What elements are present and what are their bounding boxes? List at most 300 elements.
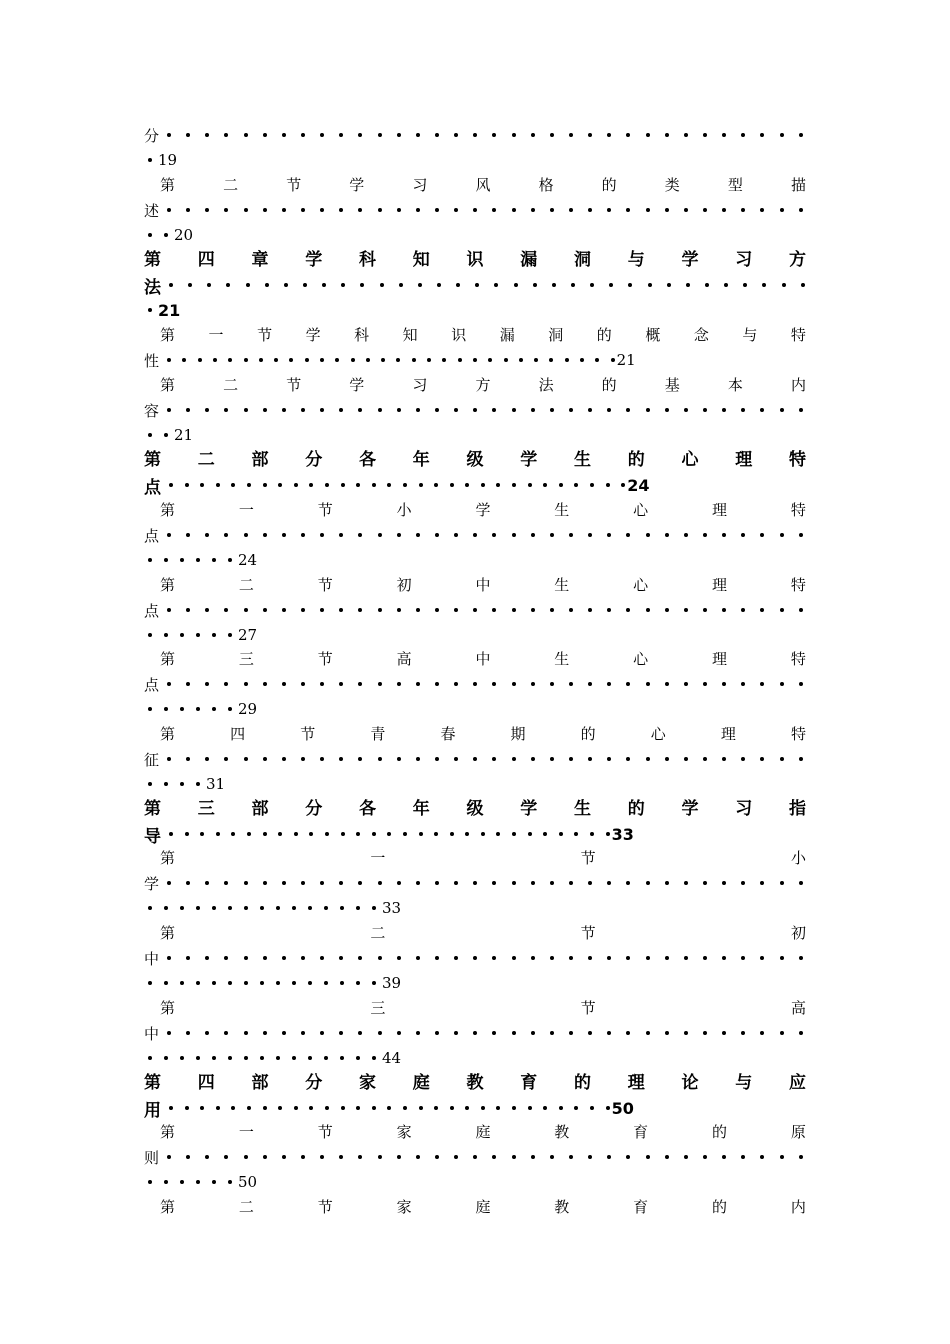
heading-char: 部: [251, 1073, 269, 1093]
leader-dot: [320, 1155, 324, 1159]
heading-char: 四: [230, 725, 246, 743]
leader-dot: [274, 358, 278, 362]
heading-char: 概: [645, 326, 661, 344]
heading-char: 知: [412, 250, 430, 270]
leader-dot: [559, 483, 563, 487]
heading-char: 高: [396, 650, 412, 668]
leader-dot: [481, 483, 485, 487]
heading-char: 内: [790, 1198, 806, 1216]
leader-dot: [419, 1106, 423, 1110]
leader-dot: [416, 881, 420, 885]
leader-dot: [590, 283, 594, 287]
heading-char: 家: [396, 1198, 412, 1216]
leader-dot: [488, 358, 492, 362]
leader-dot: [186, 881, 190, 885]
leader-dot: [212, 981, 216, 985]
leader-dot: [565, 358, 569, 362]
heading-char: 理: [712, 576, 728, 594]
leader-dot: [550, 208, 554, 212]
entry-tail-char: 中: [144, 1024, 160, 1043]
leader-dot: [416, 1031, 420, 1035]
leader-dot: [340, 1056, 344, 1060]
leader-dot: [282, 1155, 286, 1159]
leader-dot: [492, 608, 496, 612]
leader-dot: [339, 881, 343, 885]
leader-dot: [492, 533, 496, 537]
leader-dot: [356, 981, 360, 985]
leader-dot: [358, 682, 362, 686]
entry-tail-char: 导: [144, 826, 161, 847]
section-heading: [160, 174, 806, 196]
heading-char: 一: [208, 326, 224, 344]
leader-dot: [167, 533, 171, 537]
leader-dot: [550, 1155, 554, 1159]
heading-char: 年: [412, 450, 430, 470]
leader-dot: [569, 956, 573, 960]
leader-dot: [372, 483, 376, 487]
leader-dot: [260, 981, 264, 985]
leader-dot: [169, 832, 173, 836]
leader-dot: [450, 832, 454, 836]
heading-char: 二: [238, 1198, 254, 1216]
leader-dot: [780, 1031, 784, 1035]
leader-dot: [167, 757, 171, 761]
leader-dot: [309, 1106, 313, 1110]
heading-char: 特: [790, 576, 806, 594]
leader-dot: [148, 1180, 152, 1184]
leader-dot: [205, 408, 209, 412]
leader-dot: [550, 682, 554, 686]
heading-char: 期: [510, 725, 526, 743]
leader-dot: [244, 1155, 248, 1159]
leader-dot: [228, 707, 232, 711]
leader-dot: [278, 1106, 282, 1110]
leader-dot: [301, 408, 305, 412]
leader-dot: [569, 757, 573, 761]
heading-char: 指: [789, 799, 806, 819]
heading-char: 节: [286, 376, 302, 394]
leader-dot: [569, 1031, 573, 1035]
leader-dot: [492, 133, 496, 137]
leader-dot: [588, 757, 592, 761]
leader-dot: [340, 981, 344, 985]
heading-char: 的: [601, 376, 617, 394]
leader-continuation: [144, 424, 193, 446]
entry-tail-char: 中: [144, 949, 160, 968]
leader-dot: [626, 533, 630, 537]
leader-dot: [212, 1056, 216, 1060]
chapter-heading: [144, 1072, 806, 1094]
heading-char: 二: [370, 924, 386, 942]
leader-dot: [741, 1031, 745, 1035]
heading-char: 应: [789, 1073, 806, 1093]
leader-dot: [247, 1106, 251, 1110]
heading-char: 第: [144, 799, 161, 819]
leader-dot: [167, 1155, 171, 1159]
leader-dot: [741, 1155, 745, 1159]
leader-dot: [396, 358, 400, 362]
leader-dot: [180, 1056, 184, 1060]
leader-dot: [416, 133, 420, 137]
leader-line: [144, 274, 805, 296]
heading-char: 第: [160, 326, 176, 344]
heading-char: 第: [160, 924, 176, 942]
leader-dot: [378, 881, 382, 885]
leader-dot: [588, 133, 592, 137]
leader-dot: [148, 308, 152, 312]
leader-dot: [207, 283, 211, 287]
heading-char: 第: [160, 576, 176, 594]
leader-dot: [292, 906, 296, 910]
chapter-heading: [144, 249, 806, 271]
leader-dot: [339, 608, 343, 612]
leader-dot: [626, 408, 630, 412]
leader-dot: [276, 906, 280, 910]
leader-dot: [301, 608, 305, 612]
leader-dot: [741, 133, 745, 137]
leader-dot: [282, 1031, 286, 1035]
leader-dot: [358, 133, 362, 137]
leader-dot: [228, 1056, 232, 1060]
leader-dot: [435, 208, 439, 212]
page-number: 50: [238, 1173, 258, 1191]
leader-dot: [569, 608, 573, 612]
page-number: 24: [627, 475, 650, 495]
leader-dot: [309, 832, 313, 836]
leader-dot: [588, 682, 592, 686]
leader-dot: [743, 283, 747, 287]
heading-char: 节: [317, 1123, 333, 1141]
leader-dot: [475, 283, 479, 287]
leader-continuation: [144, 224, 193, 246]
leader-dot: [263, 832, 267, 836]
leader-dot: [724, 283, 728, 287]
leader-dot: [416, 408, 420, 412]
leader-dot: [722, 1155, 726, 1159]
leader-dot: [148, 707, 152, 711]
page-number: 39: [382, 974, 402, 992]
leader-dot: [244, 533, 248, 537]
leader-dot: [684, 682, 688, 686]
leader-dot: [456, 283, 460, 287]
leader-dot: [550, 408, 554, 412]
section-heading: [160, 574, 806, 596]
leader-dot: [780, 1155, 784, 1159]
leader-dot: [244, 358, 248, 362]
heading-char: 格: [538, 176, 554, 194]
leader-dot: [760, 1031, 764, 1035]
leader-dot: [246, 283, 250, 287]
leader-dot: [496, 483, 500, 487]
heading-char: 学: [520, 450, 538, 470]
heading-char: 节: [300, 725, 316, 743]
heading-char: 二: [223, 176, 239, 194]
leader-dot: [247, 483, 251, 487]
leader-dot: [397, 533, 401, 537]
leader-dot: [212, 707, 216, 711]
page-number: 44: [382, 1049, 402, 1067]
leader-dot: [164, 906, 168, 910]
leader-dot: [186, 757, 190, 761]
leader-dot: [531, 408, 535, 412]
leader-dot: [607, 881, 611, 885]
leader-dot: [435, 608, 439, 612]
heading-char: 特: [790, 501, 806, 519]
leader-dot: [358, 1155, 362, 1159]
leader-dot: [403, 1106, 407, 1110]
heading-char: 第: [160, 849, 176, 867]
heading-char: 家: [359, 1073, 376, 1093]
leader-dot: [180, 906, 184, 910]
leader-dot: [494, 283, 498, 287]
leader-dot: [259, 358, 263, 362]
leader-dot: [465, 1106, 469, 1110]
leader-dot: [473, 408, 477, 412]
heading-char: 内: [790, 376, 806, 394]
leader-dot: [684, 956, 688, 960]
heading-char: 春: [440, 725, 456, 743]
leader-dot: [543, 832, 547, 836]
leader-dot: [780, 208, 784, 212]
leader-dot: [294, 483, 298, 487]
heading-char: 三: [370, 999, 386, 1017]
leader-dot: [340, 906, 344, 910]
heading-char: 本: [727, 376, 743, 394]
leader-dot: [244, 757, 248, 761]
leader-dot: [148, 782, 152, 786]
heading-char: 生: [554, 576, 570, 594]
heading-char: 一: [238, 501, 254, 519]
leader-dot: [416, 208, 420, 212]
leader-dot: [360, 283, 364, 287]
leader-dot: [164, 1180, 168, 1184]
leader-dot: [320, 608, 324, 612]
leader-dot: [186, 608, 190, 612]
leader-dot: [741, 208, 745, 212]
heading-char: 节: [286, 176, 302, 194]
leader-dot: [341, 1106, 345, 1110]
leader-dot: [244, 906, 248, 910]
heading-char: 学: [305, 326, 321, 344]
leader-dot: [263, 208, 267, 212]
heading-char: 学: [349, 376, 365, 394]
leader-dot: [606, 832, 610, 836]
leader-dot: [339, 757, 343, 761]
heading-char: 第: [144, 1073, 161, 1093]
heading-char: 理: [712, 501, 728, 519]
section-heading: [160, 324, 806, 346]
leader-dot: [320, 208, 324, 212]
leader-dot: [358, 881, 362, 885]
leader-dot: [228, 633, 232, 637]
leader-dot: [169, 1106, 173, 1110]
leader-dot: [378, 208, 382, 212]
page-number: 31: [206, 775, 226, 793]
heading-char: 心: [633, 650, 649, 668]
leader-dot: [780, 682, 784, 686]
page-number: 21: [158, 300, 181, 320]
leader-dot: [684, 1031, 688, 1035]
leader-dot: [397, 1031, 401, 1035]
heading-char: 洞: [574, 250, 591, 270]
leader-dot: [224, 533, 228, 537]
heading-char: 学: [305, 250, 323, 270]
leader-dot: [228, 1180, 232, 1184]
leader-dot: [292, 1056, 296, 1060]
leader-dot: [496, 832, 500, 836]
leader-dot: [260, 906, 264, 910]
leader-dot: [741, 881, 745, 885]
leader-dot: [148, 633, 152, 637]
leader-dot: [434, 1106, 438, 1110]
entry-tail-char: 点: [144, 526, 160, 545]
leader-dot: [722, 757, 726, 761]
leader-dot: [646, 1155, 650, 1159]
leader-dot: [684, 1155, 688, 1159]
leader-dot: [164, 707, 168, 711]
leader-dot: [263, 1155, 267, 1159]
leader-dot: [205, 1155, 209, 1159]
heading-char: 学: [349, 176, 365, 194]
heading-char: 学: [475, 501, 491, 519]
leader-dot: [301, 881, 305, 885]
leader-dot: [164, 1056, 168, 1060]
leader-dot: [473, 956, 477, 960]
leader-dot: [358, 408, 362, 412]
leader-dot: [435, 682, 439, 686]
leader-dot: [473, 881, 477, 885]
leader-dot: [569, 208, 573, 212]
leader-dot: [780, 408, 784, 412]
leader-line: [144, 399, 803, 421]
leader-dot: [722, 208, 726, 212]
leader-dot: [351, 358, 355, 362]
leader-dot: [180, 558, 184, 562]
heading-char: 与: [742, 326, 758, 344]
leader-dot: [454, 956, 458, 960]
leader-dot: [260, 1056, 264, 1060]
leader-dot: [356, 832, 360, 836]
leader-dot: [263, 483, 267, 487]
heading-char: 小: [396, 501, 412, 519]
entry-tail-char: 则: [144, 1148, 160, 1167]
leader-dot: [339, 208, 343, 212]
leader-dot: [278, 483, 282, 487]
leader-dot: [512, 956, 516, 960]
section-heading: [160, 922, 806, 944]
leader-dot: [164, 433, 168, 437]
leader-dot: [512, 608, 516, 612]
leader-dot: [528, 1106, 532, 1110]
leader-dot: [435, 408, 439, 412]
leader-dot: [397, 757, 401, 761]
leader-dot: [665, 608, 669, 612]
heading-char: 第: [160, 1198, 176, 1216]
heading-char: 与: [735, 1073, 753, 1093]
leader-dot: [588, 881, 592, 885]
page-number: 50: [611, 1098, 634, 1118]
leader-dot: [646, 208, 650, 212]
leader-dot: [167, 208, 171, 212]
leader-continuation: [144, 773, 225, 795]
leader-dot: [607, 608, 611, 612]
leader-dot: [228, 981, 232, 985]
leader-dot: [339, 533, 343, 537]
leader-dot: [213, 358, 217, 362]
leader-dot: [780, 757, 784, 761]
leader-continuation: [144, 698, 257, 720]
leader-dot: [646, 757, 650, 761]
leader-dot: [301, 682, 305, 686]
heading-char: 基: [664, 376, 680, 394]
leader-dot: [531, 133, 535, 137]
leader-dot: [378, 956, 382, 960]
leader-dot: [626, 881, 630, 885]
leader-dot: [320, 757, 324, 761]
heading-char: 各: [359, 450, 376, 470]
page-number: 29: [238, 700, 258, 718]
heading-char: 庭: [475, 1123, 491, 1141]
leader-dot: [372, 832, 376, 836]
heading-char: 庭: [412, 1073, 430, 1093]
heading-char: 章: [251, 250, 269, 270]
heading-char: 一: [238, 1123, 254, 1141]
leader-dot: [492, 1031, 496, 1035]
leader-dot: [196, 981, 200, 985]
heading-char: 育: [633, 1123, 649, 1141]
leader-dot: [626, 1155, 630, 1159]
leader-dot: [626, 757, 630, 761]
leader-dot: [301, 956, 305, 960]
leader-dot: [512, 757, 516, 761]
leader-dot: [799, 133, 803, 137]
leader-dot: [356, 906, 360, 910]
leader-dot: [648, 283, 652, 287]
leader-dot: [703, 956, 707, 960]
leader-dot: [397, 133, 401, 137]
leader-dot: [339, 1031, 343, 1035]
leader-line: [144, 524, 803, 546]
leader-dot: [607, 757, 611, 761]
heading-char: 法: [538, 376, 554, 394]
leader-dot: [454, 757, 458, 761]
leader-dot: [167, 408, 171, 412]
leader-dot: [397, 881, 401, 885]
leader-dot: [760, 133, 764, 137]
leader-dot: [626, 208, 630, 212]
heading-char: 方: [475, 376, 491, 394]
leader-dot: [799, 408, 803, 412]
leader-dot: [167, 881, 171, 885]
leader-dot: [387, 1106, 391, 1110]
leader-dot: [205, 682, 209, 686]
entry-tail-char: 点: [144, 675, 160, 694]
leader-dot: [722, 133, 726, 137]
leader-dot: [301, 533, 305, 537]
heading-char: 特: [789, 450, 806, 470]
leader-dot: [292, 981, 296, 985]
leader-dot: [224, 881, 228, 885]
leader-dot: [164, 782, 168, 786]
leader-line: [144, 1097, 634, 1119]
leader-dot: [212, 1180, 216, 1184]
leader-dot: [378, 408, 382, 412]
leader-dot: [569, 133, 573, 137]
leader-dot: [278, 832, 282, 836]
leader-dot: [492, 208, 496, 212]
leader-dot: [703, 133, 707, 137]
leader-dot: [435, 956, 439, 960]
